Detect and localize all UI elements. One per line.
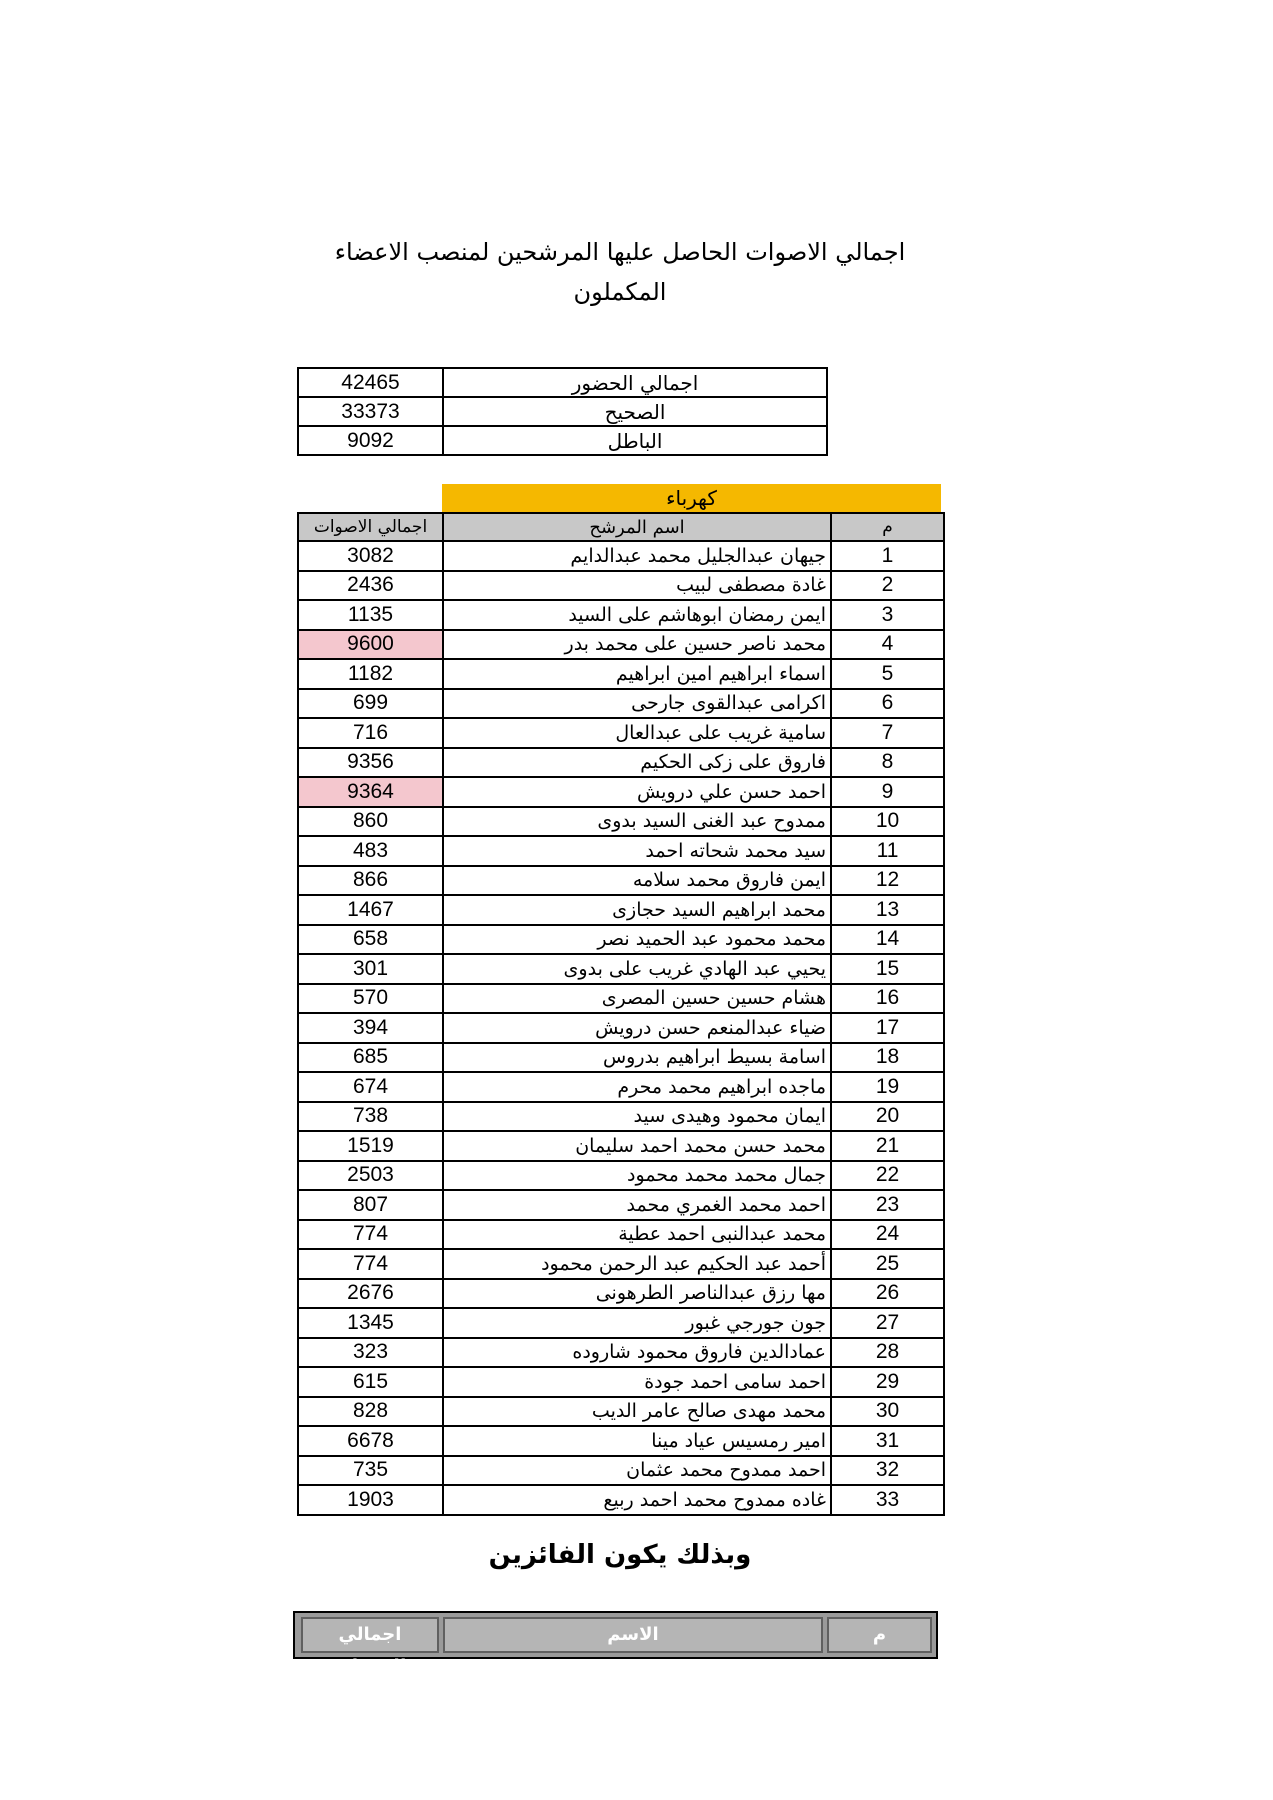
candidate-name: ايمن فاروق محمد سلامه — [443, 866, 831, 896]
candidate-index: 17 — [831, 1013, 944, 1043]
summary-label: الصحيح — [443, 397, 827, 426]
candidate-votes: 9600 — [298, 630, 443, 660]
candidate-name: محمد عبدالنبى احمد عطية — [443, 1220, 831, 1250]
candidate-votes: 685 — [298, 1043, 443, 1073]
candidate-index: 15 — [831, 954, 944, 984]
candidate-index: 28 — [831, 1338, 944, 1368]
table-row — [298, 718, 944, 748]
table-row — [298, 1249, 944, 1279]
summary-row-valid — [298, 397, 827, 426]
candidate-name: محمد ابراهيم السيد حجازى — [443, 895, 831, 925]
table-row — [298, 1072, 944, 1102]
table-row — [298, 659, 944, 689]
candidate-index: 31 — [831, 1426, 944, 1456]
winners-header-name: الاسم — [443, 1617, 823, 1653]
candidate-index: 23 — [831, 1190, 944, 1220]
table-row — [298, 1308, 944, 1338]
candidate-votes: 716 — [298, 718, 443, 748]
candidate-name: مها رزق عبدالناصر الطرهونى — [443, 1279, 831, 1309]
candidate-index: 18 — [831, 1043, 944, 1073]
table-row — [298, 748, 944, 778]
candidate-index: 5 — [831, 659, 944, 689]
candidate-votes: 1345 — [298, 1308, 443, 1338]
table-row — [298, 600, 944, 630]
page-title: اجمالي الاصوات الحاصل عليها المرشحين لمنصب الاعضاء المكملون — [334, 238, 906, 306]
candidate-votes: 1903 — [298, 1485, 443, 1515]
candidate-index: 27 — [831, 1308, 944, 1338]
candidate-index: 21 — [831, 1131, 944, 1161]
candidate-index: 22 — [831, 1161, 944, 1191]
candidate-name: عمادالدين فاروق محمود شاروده — [443, 1338, 831, 1368]
candidate-votes: 301 — [298, 954, 443, 984]
candidate-votes: 1519 — [298, 1131, 443, 1161]
candidate-name: فاروق على زكى الحكيم — [443, 748, 831, 778]
candidate-name: يحيي عبد الهادي غريب على بدوى — [443, 954, 831, 984]
summary-label: الباطل — [443, 426, 827, 455]
candidate-votes: 658 — [298, 925, 443, 955]
candidate-index: 9 — [831, 777, 944, 807]
header-name: اسم المرشح — [443, 513, 831, 541]
candidate-votes: 9364 — [298, 777, 443, 807]
candidate-name: جمال محمد محمد محمود — [443, 1161, 831, 1191]
candidate-name: احمد حسن علي درويش — [443, 777, 831, 807]
table-row — [298, 866, 944, 896]
table-row — [298, 1131, 944, 1161]
candidate-index: 3 — [831, 600, 944, 630]
table-row — [298, 1161, 944, 1191]
candidate-index: 32 — [831, 1456, 944, 1486]
table-row — [298, 1485, 944, 1515]
candidate-votes: 860 — [298, 807, 443, 837]
table-row — [298, 1279, 944, 1309]
candidate-name: محمد مهدى صالح عامر الديب — [443, 1397, 831, 1427]
candidate-name: محمد حسن محمد احمد سليمان — [443, 1131, 831, 1161]
candidate-index: 25 — [831, 1249, 944, 1279]
table-row — [298, 777, 944, 807]
winners-table-header — [293, 1611, 938, 1677]
candidate-votes: 323 — [298, 1338, 443, 1368]
candidate-name: محمد محمود عبد الحميد نصر — [443, 925, 831, 955]
table-row — [298, 836, 944, 866]
summary-value: 9092 — [298, 426, 443, 455]
candidate-votes: 1182 — [298, 659, 443, 689]
table-row — [298, 954, 944, 984]
category-banner: كهرباء — [442, 484, 941, 512]
candidate-name: ضياء عبدالمنعم حسن درويش — [443, 1013, 831, 1043]
candidate-index: 13 — [831, 895, 944, 925]
winners-header-index: م — [827, 1617, 932, 1653]
winners-heading: وبذلك يكون الفائزين — [488, 1540, 752, 1570]
table-row — [298, 1426, 944, 1456]
candidate-index: 12 — [831, 866, 944, 896]
candidate-name: جون جورجي غبور — [443, 1308, 831, 1338]
candidate-name: محمد ناصر حسين على محمد بدر — [443, 630, 831, 660]
candidate-name: احمد محمد الغمري محمد — [443, 1190, 831, 1220]
candidate-votes: 735 — [298, 1456, 443, 1486]
candidate-name: سامية غريب على عبدالعال — [443, 718, 831, 748]
candidate-name: ماجده ابراهيم محمد محرم — [443, 1072, 831, 1102]
candidate-index: 2 — [831, 571, 944, 601]
table-row — [298, 1102, 944, 1132]
table-header-row — [298, 513, 944, 541]
candidate-name: ايمان محمود وهيدى سيد — [443, 1102, 831, 1132]
candidate-votes: 774 — [298, 1249, 443, 1279]
candidate-votes: 483 — [298, 836, 443, 866]
candidate-index: 14 — [831, 925, 944, 955]
table-row — [298, 895, 944, 925]
candidate-index: 24 — [831, 1220, 944, 1250]
candidate-name: ممدوح عبد الغنى السيد بدوى — [443, 807, 831, 837]
candidate-votes: 2676 — [298, 1279, 443, 1309]
table-row — [298, 630, 944, 660]
candidate-index: 1 — [831, 541, 944, 571]
candidate-name: جيهان عبدالجليل محمد عبدالدايم — [443, 541, 831, 571]
candidate-votes: 1467 — [298, 895, 443, 925]
candidate-votes: 2436 — [298, 571, 443, 601]
candidate-name: هشام حسين حسين المصرى — [443, 984, 831, 1014]
candidate-votes: 699 — [298, 689, 443, 719]
candidate-votes: 2503 — [298, 1161, 443, 1191]
table-row — [298, 1456, 944, 1486]
candidate-name: اسماء ابراهيم امين ابراهيم — [443, 659, 831, 689]
candidate-votes: 738 — [298, 1102, 443, 1132]
table-row — [298, 1013, 944, 1043]
candidate-votes: 807 — [298, 1190, 443, 1220]
candidate-votes: 570 — [298, 984, 443, 1014]
candidate-index: 29 — [831, 1367, 944, 1397]
candidate-votes: 615 — [298, 1367, 443, 1397]
candidate-index: 26 — [831, 1279, 944, 1309]
summary-row-attendance — [298, 368, 827, 397]
candidate-index: 19 — [831, 1072, 944, 1102]
candidate-votes: 9356 — [298, 748, 443, 778]
candidate-votes: 3082 — [298, 541, 443, 571]
table-row — [298, 925, 944, 955]
table-row — [298, 1043, 944, 1073]
table-row — [298, 1338, 944, 1368]
candidate-name: احمد سامى احمد جودة — [443, 1367, 831, 1397]
summary-value: 33373 — [298, 397, 443, 426]
candidate-index: 6 — [831, 689, 944, 719]
summary-row-invalid — [298, 426, 827, 455]
table-row — [298, 1190, 944, 1220]
candidate-name: احمد ممدوح محمد عثمان — [443, 1456, 831, 1486]
summary-value: 42465 — [298, 368, 443, 397]
candidate-votes: 1135 — [298, 600, 443, 630]
candidate-name: اسامة بسيط ابراهيم بدروس — [443, 1043, 831, 1073]
summary-label: اجمالي الحضور — [443, 368, 827, 397]
candidate-name: امير رمسيس عياد مينا — [443, 1426, 831, 1456]
candidate-votes: 866 — [298, 866, 443, 896]
header-index: م — [831, 513, 944, 541]
candidate-index: 10 — [831, 807, 944, 837]
candidate-name: غادة مصطفى لبيب — [443, 571, 831, 601]
candidate-name: ايمن رمضان ابوهاشم على السيد — [443, 600, 831, 630]
candidate-votes: 394 — [298, 1013, 443, 1043]
table-row — [298, 541, 944, 571]
table-row — [298, 689, 944, 719]
candidate-name: سيد محمد شحاته احمد — [443, 836, 831, 866]
table-row — [298, 1367, 944, 1397]
candidate-votes: 674 — [298, 1072, 443, 1102]
candidate-votes: 6678 — [298, 1426, 443, 1456]
summary-table — [297, 367, 828, 456]
candidate-name: اكرامى عبدالقوى جارحى — [443, 689, 831, 719]
candidate-index: 33 — [831, 1485, 944, 1515]
candidate-index: 8 — [831, 748, 944, 778]
table-row — [298, 984, 944, 1014]
table-row — [298, 1220, 944, 1250]
table-row — [298, 571, 944, 601]
candidate-index: 7 — [831, 718, 944, 748]
table-row — [298, 807, 944, 837]
candidate-votes: 828 — [298, 1397, 443, 1427]
winners-header-votes: اجمالي الاصوات — [301, 1617, 439, 1653]
candidate-index: 20 — [831, 1102, 944, 1132]
candidate-votes: 774 — [298, 1220, 443, 1250]
header-votes: اجمالي الاصوات — [298, 513, 443, 541]
candidate-index: 16 — [831, 984, 944, 1014]
candidate-name: أحمد عبد الحكيم عبد الرحمن محمود — [443, 1249, 831, 1279]
table-row — [298, 1397, 944, 1427]
candidate-index: 4 — [831, 630, 944, 660]
candidate-index: 30 — [831, 1397, 944, 1427]
candidate-index: 11 — [831, 836, 944, 866]
candidate-name: غاده ممدوح محمد احمد ربيع — [443, 1485, 831, 1515]
candidates-table — [297, 512, 945, 1516]
